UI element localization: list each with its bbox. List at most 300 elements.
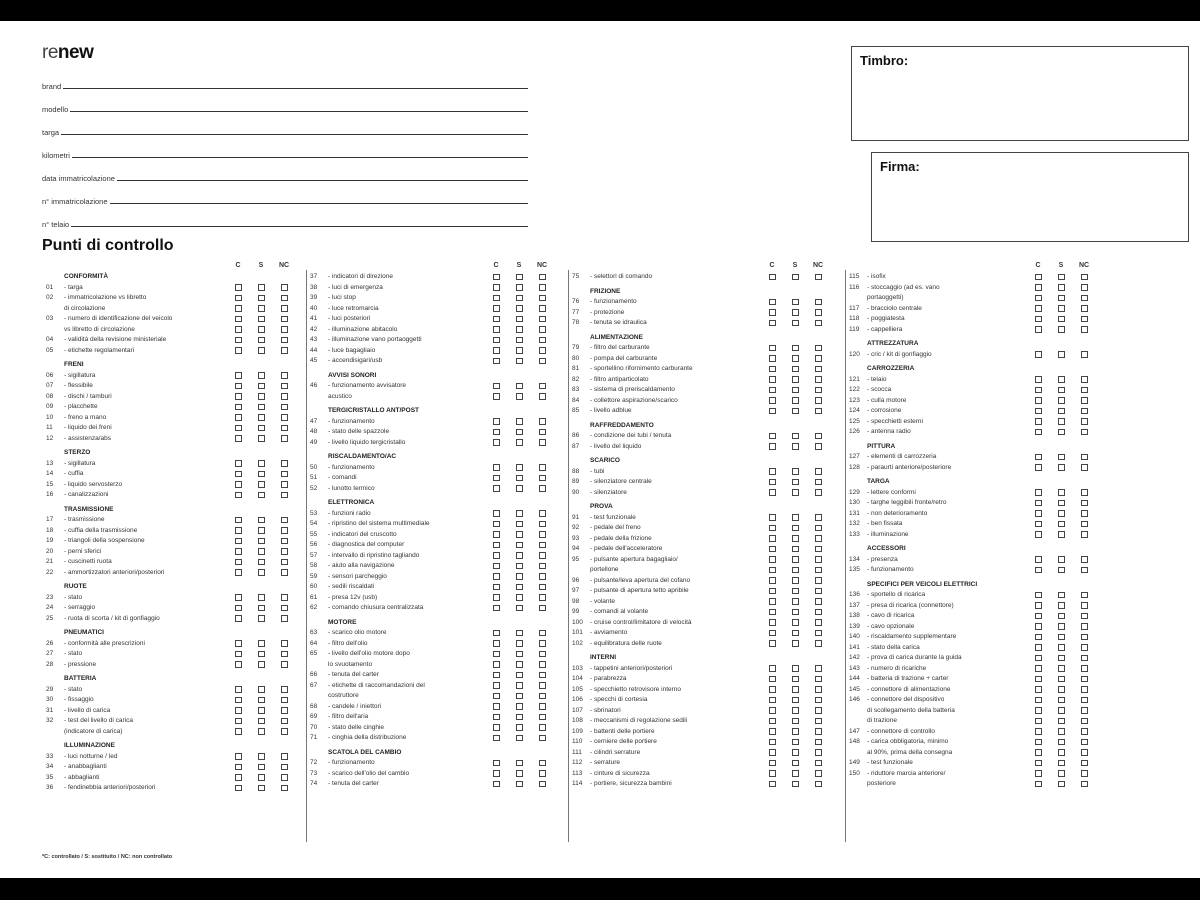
checkbox-c[interactable] [493, 510, 500, 517]
checkbox-c[interactable] [493, 393, 500, 400]
checkbox-s[interactable] [516, 735, 523, 742]
checkbox-nc[interactable] [1081, 376, 1088, 383]
checkbox-nc[interactable] [815, 535, 822, 542]
checkbox-nc[interactable] [815, 514, 822, 521]
checkbox-nc[interactable] [1081, 510, 1088, 517]
checkbox-s[interactable] [258, 435, 265, 442]
checkbox-s[interactable] [1058, 760, 1065, 767]
checkbox-nc[interactable] [539, 510, 546, 517]
vehicle-field[interactable] [42, 98, 528, 114]
checkbox-c[interactable] [235, 594, 242, 601]
checkbox-nc[interactable] [1081, 351, 1088, 358]
checkbox-c[interactable] [1035, 697, 1042, 704]
checkbox-c[interactable] [235, 753, 242, 760]
checkbox-s[interactable] [792, 640, 799, 647]
checkbox-s[interactable] [1058, 623, 1065, 630]
checkbox-s[interactable] [516, 439, 523, 446]
checkbox-nc[interactable] [815, 567, 822, 574]
checkbox-nc[interactable] [539, 630, 546, 637]
checkbox-nc[interactable] [281, 492, 288, 499]
checkbox-c[interactable] [235, 337, 242, 344]
checkbox-s[interactable] [1058, 489, 1065, 496]
checkbox-c[interactable] [1035, 326, 1042, 333]
checkbox-nc[interactable] [539, 760, 546, 767]
checkbox-s[interactable] [516, 781, 523, 788]
checkbox-nc[interactable] [1081, 644, 1088, 651]
checkbox-c[interactable] [769, 630, 776, 637]
checkbox-c[interactable] [769, 535, 776, 542]
checkbox-nc[interactable] [281, 425, 288, 432]
checkbox-s[interactable] [516, 316, 523, 323]
checkbox-s[interactable] [516, 630, 523, 637]
checkbox-s[interactable] [258, 383, 265, 390]
checkbox-c[interactable] [235, 728, 242, 735]
checkbox-s[interactable] [792, 546, 799, 553]
checkbox-nc[interactable] [281, 559, 288, 566]
checkbox-c[interactable] [235, 686, 242, 693]
checkbox-s[interactable] [516, 418, 523, 425]
checkbox-s[interactable] [1058, 556, 1065, 563]
checkbox-s[interactable] [516, 305, 523, 312]
checkbox-nc[interactable] [1081, 728, 1088, 735]
checkbox-nc[interactable] [539, 383, 546, 390]
checkbox-nc[interactable] [815, 299, 822, 306]
checkbox-nc[interactable] [539, 485, 546, 492]
checkbox-c[interactable] [1035, 567, 1042, 574]
checkbox-s[interactable] [258, 471, 265, 478]
checkbox-c[interactable] [1035, 592, 1042, 599]
checkbox-s[interactable] [258, 393, 265, 400]
checkbox-c[interactable] [493, 284, 500, 291]
checkbox-nc[interactable] [539, 439, 546, 446]
checkbox-c[interactable] [1035, 718, 1042, 725]
checkbox-nc[interactable] [281, 481, 288, 488]
checkbox-s[interactable] [516, 693, 523, 700]
checkbox-c[interactable] [493, 418, 500, 425]
checkbox-s[interactable] [258, 326, 265, 333]
checkbox-c[interactable] [769, 665, 776, 672]
checkbox-c[interactable] [493, 274, 500, 281]
checkbox-nc[interactable] [539, 661, 546, 668]
checkbox-s[interactable] [1058, 418, 1065, 425]
checkbox-nc[interactable] [539, 605, 546, 612]
checkbox-c[interactable] [493, 295, 500, 302]
checkbox-c[interactable] [235, 425, 242, 432]
checkbox-c[interactable] [235, 316, 242, 323]
checkbox-s[interactable] [516, 485, 523, 492]
checkbox-c[interactable] [235, 548, 242, 555]
checkbox-s[interactable] [258, 785, 265, 792]
checkbox-c[interactable] [1035, 739, 1042, 746]
checkbox-s[interactable] [792, 355, 799, 362]
checkbox-c[interactable] [235, 414, 242, 421]
checkbox-nc[interactable] [1081, 464, 1088, 471]
checkbox-s[interactable] [1058, 510, 1065, 517]
checkbox-nc[interactable] [1081, 500, 1088, 507]
checkbox-c[interactable] [1035, 634, 1042, 641]
checkbox-nc[interactable] [281, 640, 288, 647]
checkbox-s[interactable] [792, 376, 799, 383]
checkbox-nc[interactable] [539, 475, 546, 482]
checkbox-s[interactable] [1058, 284, 1065, 291]
checkbox-c[interactable] [235, 640, 242, 647]
checkbox-nc[interactable] [281, 316, 288, 323]
checkbox-c[interactable] [769, 309, 776, 316]
checkbox-nc[interactable] [815, 376, 822, 383]
checkbox-c[interactable] [493, 693, 500, 700]
checkbox-s[interactable] [258, 594, 265, 601]
checkbox-s[interactable] [792, 665, 799, 672]
checkbox-s[interactable] [516, 714, 523, 721]
checkbox-s[interactable] [1058, 613, 1065, 620]
checkbox-nc[interactable] [1081, 697, 1088, 704]
checkbox-s[interactable] [258, 774, 265, 781]
checkbox-s[interactable] [1058, 521, 1065, 528]
checkbox-c[interactable] [235, 569, 242, 576]
checkbox-s[interactable] [792, 299, 799, 306]
checkbox-nc[interactable] [815, 760, 822, 767]
checkbox-s[interactable] [516, 347, 523, 354]
checkbox-s[interactable] [516, 661, 523, 668]
checkbox-nc[interactable] [539, 640, 546, 647]
checkbox-nc[interactable] [815, 355, 822, 362]
checkbox-nc[interactable] [539, 651, 546, 658]
checkbox-c[interactable] [1035, 728, 1042, 735]
checkbox-s[interactable] [516, 724, 523, 731]
checkbox-s[interactable] [792, 408, 799, 415]
checkbox-nc[interactable] [1081, 676, 1088, 683]
checkbox-nc[interactable] [815, 697, 822, 704]
checkbox-s[interactable] [792, 479, 799, 486]
checkbox-nc[interactable] [539, 573, 546, 580]
vehicle-field-line[interactable] [110, 203, 528, 204]
checkbox-s[interactable] [1058, 644, 1065, 651]
checkbox-nc[interactable] [815, 770, 822, 777]
checkbox-c[interactable] [1035, 613, 1042, 620]
checkbox-nc[interactable] [1081, 397, 1088, 404]
checkbox-s[interactable] [792, 468, 799, 475]
checkbox-nc[interactable] [815, 630, 822, 637]
checkbox-nc[interactable] [1081, 707, 1088, 714]
checkbox-c[interactable] [769, 781, 776, 788]
checkbox-s[interactable] [516, 703, 523, 710]
checkbox-c[interactable] [769, 686, 776, 693]
checkbox-s[interactable] [1058, 634, 1065, 641]
checkbox-c[interactable] [493, 651, 500, 658]
checkbox-s[interactable] [792, 556, 799, 563]
checkbox-c[interactable] [769, 274, 776, 281]
checkbox-s[interactable] [792, 443, 799, 450]
checkbox-s[interactable] [258, 707, 265, 714]
checkbox-c[interactable] [235, 764, 242, 771]
checkbox-nc[interactable] [281, 697, 288, 704]
checkbox-nc[interactable] [281, 471, 288, 478]
checkbox-nc[interactable] [539, 735, 546, 742]
checkbox-s[interactable] [516, 383, 523, 390]
checkbox-s[interactable] [258, 728, 265, 735]
checkbox-c[interactable] [769, 556, 776, 563]
checkbox-nc[interactable] [1081, 531, 1088, 538]
checkbox-nc[interactable] [815, 433, 822, 440]
checkbox-s[interactable] [792, 577, 799, 584]
checkbox-nc[interactable] [539, 781, 546, 788]
checkbox-c[interactable] [769, 366, 776, 373]
checkbox-c[interactable] [769, 479, 776, 486]
checkbox-c[interactable] [235, 404, 242, 411]
checkbox-nc[interactable] [815, 577, 822, 584]
checkbox-s[interactable] [792, 320, 799, 327]
checkbox-s[interactable] [792, 525, 799, 532]
checkbox-s[interactable] [258, 295, 265, 302]
checkbox-nc[interactable] [281, 337, 288, 344]
checkbox-c[interactable] [1035, 510, 1042, 517]
checkbox-c[interactable] [1035, 686, 1042, 693]
checkbox-s[interactable] [792, 609, 799, 616]
checkbox-s[interactable] [516, 594, 523, 601]
checkbox-nc[interactable] [281, 538, 288, 545]
checkbox-s[interactable] [258, 718, 265, 725]
checkbox-nc[interactable] [1081, 634, 1088, 641]
checkbox-s[interactable] [258, 481, 265, 488]
checkbox-nc[interactable] [815, 728, 822, 735]
checkbox-c[interactable] [1035, 305, 1042, 312]
checkbox-s[interactable] [1058, 531, 1065, 538]
checkbox-s[interactable] [258, 661, 265, 668]
checkbox-nc[interactable] [539, 418, 546, 425]
checkbox-c[interactable] [1035, 602, 1042, 609]
checkbox-s[interactable] [1058, 274, 1065, 281]
checkbox-s[interactable] [1058, 316, 1065, 323]
checkbox-c[interactable] [235, 471, 242, 478]
checkbox-s[interactable] [1058, 295, 1065, 302]
checkbox-c[interactable] [235, 393, 242, 400]
checkbox-c[interactable] [1035, 770, 1042, 777]
checkbox-nc[interactable] [815, 781, 822, 788]
checkbox-s[interactable] [516, 760, 523, 767]
checkbox-nc[interactable] [1081, 602, 1088, 609]
checkbox-nc[interactable] [815, 676, 822, 683]
checkbox-s[interactable] [1058, 326, 1065, 333]
checkbox-nc[interactable] [281, 284, 288, 291]
checkbox-c[interactable] [769, 514, 776, 521]
checkbox-c[interactable] [235, 326, 242, 333]
checkbox-nc[interactable] [281, 764, 288, 771]
checkbox-s[interactable] [258, 640, 265, 647]
checkbox-s[interactable] [516, 475, 523, 482]
checkbox-c[interactable] [1035, 408, 1042, 415]
checkbox-s[interactable] [792, 535, 799, 542]
checkbox-nc[interactable] [281, 605, 288, 612]
checkbox-c[interactable] [493, 383, 500, 390]
checkbox-c[interactable] [769, 546, 776, 553]
checkbox-c[interactable] [235, 295, 242, 302]
checkbox-nc[interactable] [815, 366, 822, 373]
checkbox-nc[interactable] [1081, 316, 1088, 323]
checkbox-s[interactable] [258, 372, 265, 379]
checkbox-nc[interactable] [1081, 408, 1088, 415]
checkbox-c[interactable] [493, 703, 500, 710]
checkbox-s[interactable] [516, 542, 523, 549]
checkbox-c[interactable] [769, 376, 776, 383]
checkbox-s[interactable] [792, 489, 799, 496]
checkbox-c[interactable] [493, 531, 500, 538]
checkbox-nc[interactable] [281, 295, 288, 302]
checkbox-c[interactable] [493, 630, 500, 637]
checkbox-s[interactable] [258, 404, 265, 411]
checkbox-c[interactable] [1035, 749, 1042, 756]
checkbox-c[interactable] [769, 567, 776, 574]
checkbox-s[interactable] [792, 749, 799, 756]
checkbox-c[interactable] [769, 707, 776, 714]
checkbox-s[interactable] [1058, 728, 1065, 735]
checkbox-c[interactable] [235, 707, 242, 714]
checkbox-s[interactable] [792, 781, 799, 788]
checkbox-c[interactable] [493, 326, 500, 333]
checkbox-nc[interactable] [815, 309, 822, 316]
checkbox-nc[interactable] [539, 429, 546, 436]
checkbox-nc[interactable] [815, 479, 822, 486]
checkbox-c[interactable] [769, 387, 776, 394]
checkbox-s[interactable] [258, 697, 265, 704]
checkbox-c[interactable] [493, 485, 500, 492]
checkbox-c[interactable] [493, 521, 500, 528]
checkbox-s[interactable] [516, 429, 523, 436]
checkbox-nc[interactable] [281, 728, 288, 735]
checkbox-nc[interactable] [281, 661, 288, 668]
checkbox-s[interactable] [258, 764, 265, 771]
checkbox-c[interactable] [235, 372, 242, 379]
checkbox-c[interactable] [493, 305, 500, 312]
checkbox-c[interactable] [493, 464, 500, 471]
checkbox-c[interactable] [769, 320, 776, 327]
checkbox-c[interactable] [1035, 464, 1042, 471]
checkbox-c[interactable] [769, 345, 776, 352]
checkbox-nc[interactable] [815, 739, 822, 746]
checkbox-s[interactable] [258, 414, 265, 421]
checkbox-c[interactable] [235, 605, 242, 612]
checkbox-s[interactable] [1058, 781, 1065, 788]
checkbox-c[interactable] [1035, 429, 1042, 436]
vehicle-field-line[interactable] [70, 111, 528, 112]
checkbox-c[interactable] [1035, 556, 1042, 563]
checkbox-c[interactable] [235, 284, 242, 291]
checkbox-s[interactable] [258, 337, 265, 344]
checkbox-c[interactable] [1035, 665, 1042, 672]
checkbox-nc[interactable] [539, 531, 546, 538]
checkbox-c[interactable] [493, 672, 500, 679]
checkbox-c[interactable] [769, 728, 776, 735]
checkbox-c[interactable] [493, 735, 500, 742]
checkbox-s[interactable] [516, 521, 523, 528]
checkbox-nc[interactable] [1081, 760, 1088, 767]
checkbox-c[interactable] [769, 433, 776, 440]
checkbox-c[interactable] [1035, 295, 1042, 302]
checkbox-nc[interactable] [539, 594, 546, 601]
checkbox-s[interactable] [516, 326, 523, 333]
checkbox-s[interactable] [1058, 770, 1065, 777]
checkbox-c[interactable] [769, 588, 776, 595]
checkbox-s[interactable] [792, 345, 799, 352]
checkbox-nc[interactable] [815, 397, 822, 404]
checkbox-c[interactable] [235, 435, 242, 442]
checkbox-c[interactable] [493, 605, 500, 612]
checkbox-s[interactable] [1058, 749, 1065, 756]
checkbox-nc[interactable] [539, 682, 546, 689]
checkbox-s[interactable] [792, 433, 799, 440]
checkbox-nc[interactable] [1081, 739, 1088, 746]
checkbox-nc[interactable] [1081, 665, 1088, 672]
checkbox-c[interactable] [493, 358, 500, 365]
checkbox-c[interactable] [493, 682, 500, 689]
checkbox-s[interactable] [258, 651, 265, 658]
checkbox-nc[interactable] [1081, 387, 1088, 394]
checkbox-nc[interactable] [539, 358, 546, 365]
checkbox-c[interactable] [1035, 531, 1042, 538]
checkbox-nc[interactable] [1081, 274, 1088, 281]
checkbox-c[interactable] [769, 749, 776, 756]
checkbox-s[interactable] [792, 397, 799, 404]
checkbox-s[interactable] [1058, 655, 1065, 662]
checkbox-nc[interactable] [1081, 686, 1088, 693]
checkbox-nc[interactable] [1081, 489, 1088, 496]
checkbox-s[interactable] [258, 569, 265, 576]
checkbox-s[interactable] [1058, 351, 1065, 358]
checkbox-nc[interactable] [1081, 284, 1088, 291]
checkbox-nc[interactable] [1081, 623, 1088, 630]
checkbox-nc[interactable] [539, 305, 546, 312]
checkbox-s[interactable] [258, 559, 265, 566]
checkbox-nc[interactable] [539, 724, 546, 731]
checkbox-nc[interactable] [281, 651, 288, 658]
checkbox-s[interactable] [1058, 592, 1065, 599]
checkbox-nc[interactable] [1081, 295, 1088, 302]
checkbox-nc[interactable] [815, 598, 822, 605]
checkbox-nc[interactable] [281, 383, 288, 390]
checkbox-c[interactable] [235, 492, 242, 499]
checkbox-c[interactable] [1035, 397, 1042, 404]
checkbox-c[interactable] [769, 408, 776, 415]
checkbox-c[interactable] [493, 475, 500, 482]
checkbox-nc[interactable] [815, 749, 822, 756]
checkbox-nc[interactable] [539, 337, 546, 344]
checkbox-s[interactable] [258, 753, 265, 760]
checkbox-s[interactable] [516, 274, 523, 281]
checkbox-c[interactable] [1035, 644, 1042, 651]
checkbox-s[interactable] [516, 337, 523, 344]
checkbox-s[interactable] [516, 573, 523, 580]
checkbox-nc[interactable] [1081, 781, 1088, 788]
checkbox-s[interactable] [258, 305, 265, 312]
checkbox-c[interactable] [493, 724, 500, 731]
checkbox-c[interactable] [235, 481, 242, 488]
checkbox-nc[interactable] [539, 584, 546, 591]
checkbox-c[interactable] [1035, 707, 1042, 714]
vehicle-field-line[interactable] [61, 134, 528, 135]
checkbox-nc[interactable] [1081, 613, 1088, 620]
checkbox-c[interactable] [493, 316, 500, 323]
checkbox-s[interactable] [1058, 665, 1065, 672]
checkbox-c[interactable] [769, 525, 776, 532]
checkbox-nc[interactable] [815, 468, 822, 475]
checkbox-c[interactable] [1035, 489, 1042, 496]
checkbox-c[interactable] [493, 337, 500, 344]
checkbox-nc[interactable] [539, 464, 546, 471]
checkbox-nc[interactable] [815, 387, 822, 394]
checkbox-nc[interactable] [539, 284, 546, 291]
checkbox-s[interactable] [792, 770, 799, 777]
checkbox-s[interactable] [258, 425, 265, 432]
checkbox-c[interactable] [769, 640, 776, 647]
